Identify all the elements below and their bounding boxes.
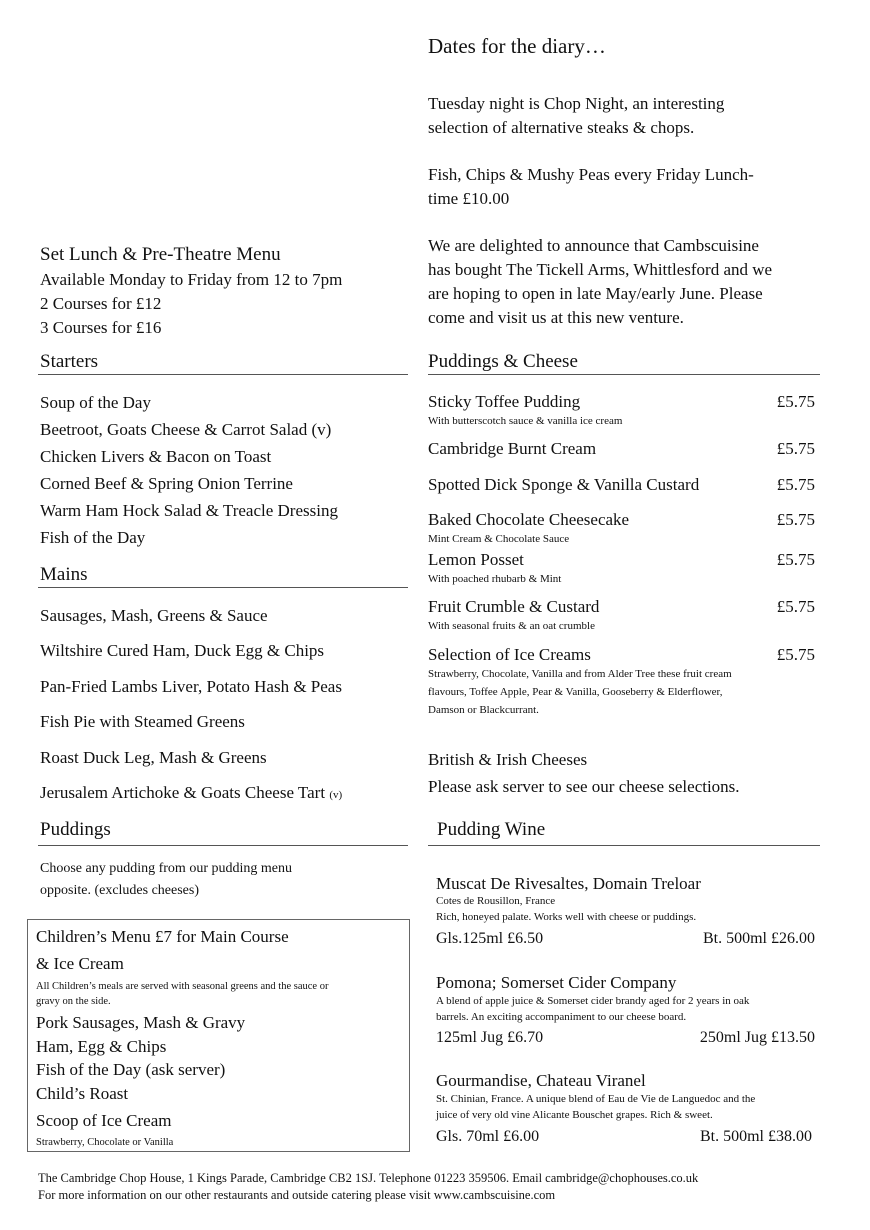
- mains-heading: Mains: [40, 564, 88, 585]
- pudding-name: Selection of Ice Creams: [428, 645, 591, 664]
- set-lunch-availability: Available Monday to Friday from 12 to 7pm: [40, 270, 343, 289]
- wine-glass-price: Gls. 70ml £6.00: [436, 1128, 540, 1145]
- footer-address: The Cambridge Chop House, 1 Kings Parade, Cambridge CB2 1SJ. Telephone 01223 359506. Email cambridge@chophouses.co.uk: [38, 1171, 699, 1185]
- childrens-menu-title: & Ice Cream: [36, 954, 124, 973]
- childrens-item: Pork Sausages, Mash & Gravy: [36, 1013, 246, 1032]
- diary-text: We are delighted to announce that Cambscuisine: [428, 236, 759, 255]
- ice-cream-flavours: flavours, Toffee Apple, Pear & Vanilla, Gooseberry & Elderflower,: [428, 686, 723, 698]
- main-item: [40, 781, 342, 807]
- wine-desc: St. Chinian, France. A unique blend of Eau de Vie de Languedoc and the: [436, 1093, 756, 1105]
- wine-name: Pomona; Somerset Cider Company: [436, 973, 677, 992]
- childrens-menu-title: Children’s Menu £7 for Main Course: [36, 927, 289, 946]
- diary-text: has bought The Tickell Arms, Whittlesford and we: [428, 260, 773, 279]
- wine-bottle-price: Bt. 500ml £38.00: [699, 1128, 812, 1145]
- wine-desc: Cotes de Rousillon, France: [436, 895, 556, 907]
- starter-item: Warm Ham Hock Salad & Treacle Dressing: [40, 501, 338, 520]
- wine-name: Muscat De Rivesaltes, Domain Treloar: [436, 874, 701, 893]
- mains-divider: [38, 587, 408, 588]
- wine-desc: barrels. An exciting accompaniment to our cheese board.: [436, 1011, 687, 1023]
- main-item: Sausages, Mash, Greens & Sauce: [40, 606, 268, 625]
- childrens-menu-note: All Children’s meals are served with seasonal greens and the sauce or: [36, 981, 329, 992]
- ice-cream-flavours: Strawberry, Chocolate, Vanilla and from Alder Tree these fruit cream: [428, 668, 732, 680]
- pudding-desc: Mint Cream & Chocolate Sauce: [428, 533, 570, 545]
- main-item-label: Jerusalem Artichoke & Goats Cheese Tart: [40, 783, 326, 802]
- diary-text: Fish, Chips & Mushy Peas every Friday Lunch-: [428, 165, 754, 184]
- ice-cream-flavours: Damson or Blackcurrant.: [428, 704, 539, 716]
- wine-bottle-price: Bt. 500ml £26.00: [702, 930, 815, 947]
- pudding-name: Spotted Dick Sponge & Vanilla Custard: [428, 475, 700, 494]
- main-item: Pan-Fried Lambs Liver, Potato Hash & Peas: [40, 677, 342, 696]
- wine-glass-price: Gls.125ml £6.50: [436, 930, 544, 947]
- main-item: Roast Duck Leg, Mash & Greens: [40, 748, 267, 767]
- pudding-price: £5.75: [776, 597, 815, 616]
- childrens-item: Child’s Roast: [36, 1084, 129, 1103]
- pudding-price: £5.75: [776, 645, 815, 664]
- puddings-heading: Puddings: [40, 819, 111, 840]
- pudding-name: Baked Chocolate Cheesecake: [428, 510, 630, 529]
- main-item: Fish Pie with Steamed Greens: [40, 712, 245, 731]
- starter-item: Soup of the Day: [40, 393, 151, 412]
- childrens-menu-note: gravy on the side.: [36, 996, 111, 1007]
- pudding-desc: With butterscotch sauce & vanilla ice cream: [428, 415, 623, 427]
- set-lunch-two-courses: 2 Courses for £12: [40, 294, 162, 313]
- set-lunch-title: Set Lunch & Pre-Theatre Menu: [40, 244, 281, 265]
- pudding-wine-heading: Pudding Wine: [437, 819, 546, 840]
- puddings-divider: [38, 845, 408, 846]
- diary-text: selection of alternative steaks & chops.: [428, 118, 695, 137]
- pudding-price: £5.75: [776, 392, 815, 411]
- main-item: Wiltshire Cured Ham, Duck Egg & Chips: [40, 641, 325, 660]
- ice-cream-note: Strawberry, Chocolate or Vanilla: [36, 1137, 174, 1148]
- pudding-price: £5.75: [776, 475, 815, 494]
- pudding-price: £5.75: [776, 510, 815, 529]
- starter-item: Chicken Livers & Bacon on Toast: [40, 447, 272, 466]
- pudding-name: Sticky Toffee Pudding: [428, 392, 581, 411]
- childrens-item: Fish of the Day (ask server): [36, 1060, 226, 1079]
- diary-text: Tuesday night is Chop Night, an interesting: [428, 94, 725, 113]
- pudding-desc: With seasonal fruits & an oat crumble: [428, 620, 595, 632]
- diary-text: are hoping to open in late May/early June. Please: [428, 284, 763, 303]
- starter-item: Beetroot, Goats Cheese & Carrot Salad (v): [40, 420, 332, 439]
- starter-item: Fish of the Day: [40, 528, 146, 547]
- wine-desc: Rich, honeyed palate. Works well with cheese or puddings.: [436, 911, 697, 923]
- puddings-note: opposite. (excludes cheeses): [40, 883, 199, 898]
- childrens-item: Ham, Egg & Chips: [36, 1037, 167, 1056]
- diary-text: time £10.00: [428, 189, 510, 208]
- wine-bottle-price: 250ml Jug £13.50: [699, 1029, 815, 1046]
- wine-desc: A blend of apple juice & Somerset cider brandy aged for 2 years in oak: [436, 995, 750, 1007]
- diary-heading: Dates for the diary…: [428, 34, 606, 58]
- childrens-item: Scoop of Ice Cream: [36, 1111, 172, 1130]
- pudding-price: £5.75: [776, 550, 815, 569]
- puddings-cheese-heading: Puddings & Cheese: [428, 351, 578, 372]
- set-lunch-three-courses: 3 Courses for £16: [40, 318, 162, 337]
- vegetarian-mark: (v): [329, 789, 343, 801]
- pudding-name: Cambridge Burnt Cream: [428, 439, 597, 458]
- diary-text: come and visit us at this new venture.: [428, 308, 684, 327]
- starter-item: Corned Beef & Spring Onion Terrine: [40, 474, 293, 493]
- cheese-title: British & Irish Cheeses: [428, 750, 588, 769]
- wine-name: Gourmandise, Chateau Viranel: [436, 1071, 646, 1090]
- wine-glass-price: 125ml Jug £6.70: [436, 1029, 544, 1046]
- starters-heading: Starters: [40, 351, 99, 372]
- pudding-name: Fruit Crumble & Custard: [428, 597, 600, 616]
- puddings-cheese-divider: [428, 374, 820, 375]
- pudding-desc: With poached rhubarb & Mint: [428, 573, 562, 585]
- starters-divider: [38, 374, 408, 375]
- pudding-wine-divider: [428, 845, 820, 846]
- puddings-note: Choose any pudding from our pudding menu: [40, 861, 292, 876]
- wine-desc: juice of very old vine Alicante Bouschet grapes. Rich & sweet.: [436, 1109, 713, 1121]
- pudding-name: Lemon Posset: [428, 550, 524, 569]
- footer-info: For more information on our other restaurants and outside catering please visit www.cambscuisine.com: [38, 1188, 556, 1202]
- pudding-price: £5.75: [776, 439, 815, 458]
- cheese-text: Please ask server to see our cheese selections.: [428, 777, 740, 796]
